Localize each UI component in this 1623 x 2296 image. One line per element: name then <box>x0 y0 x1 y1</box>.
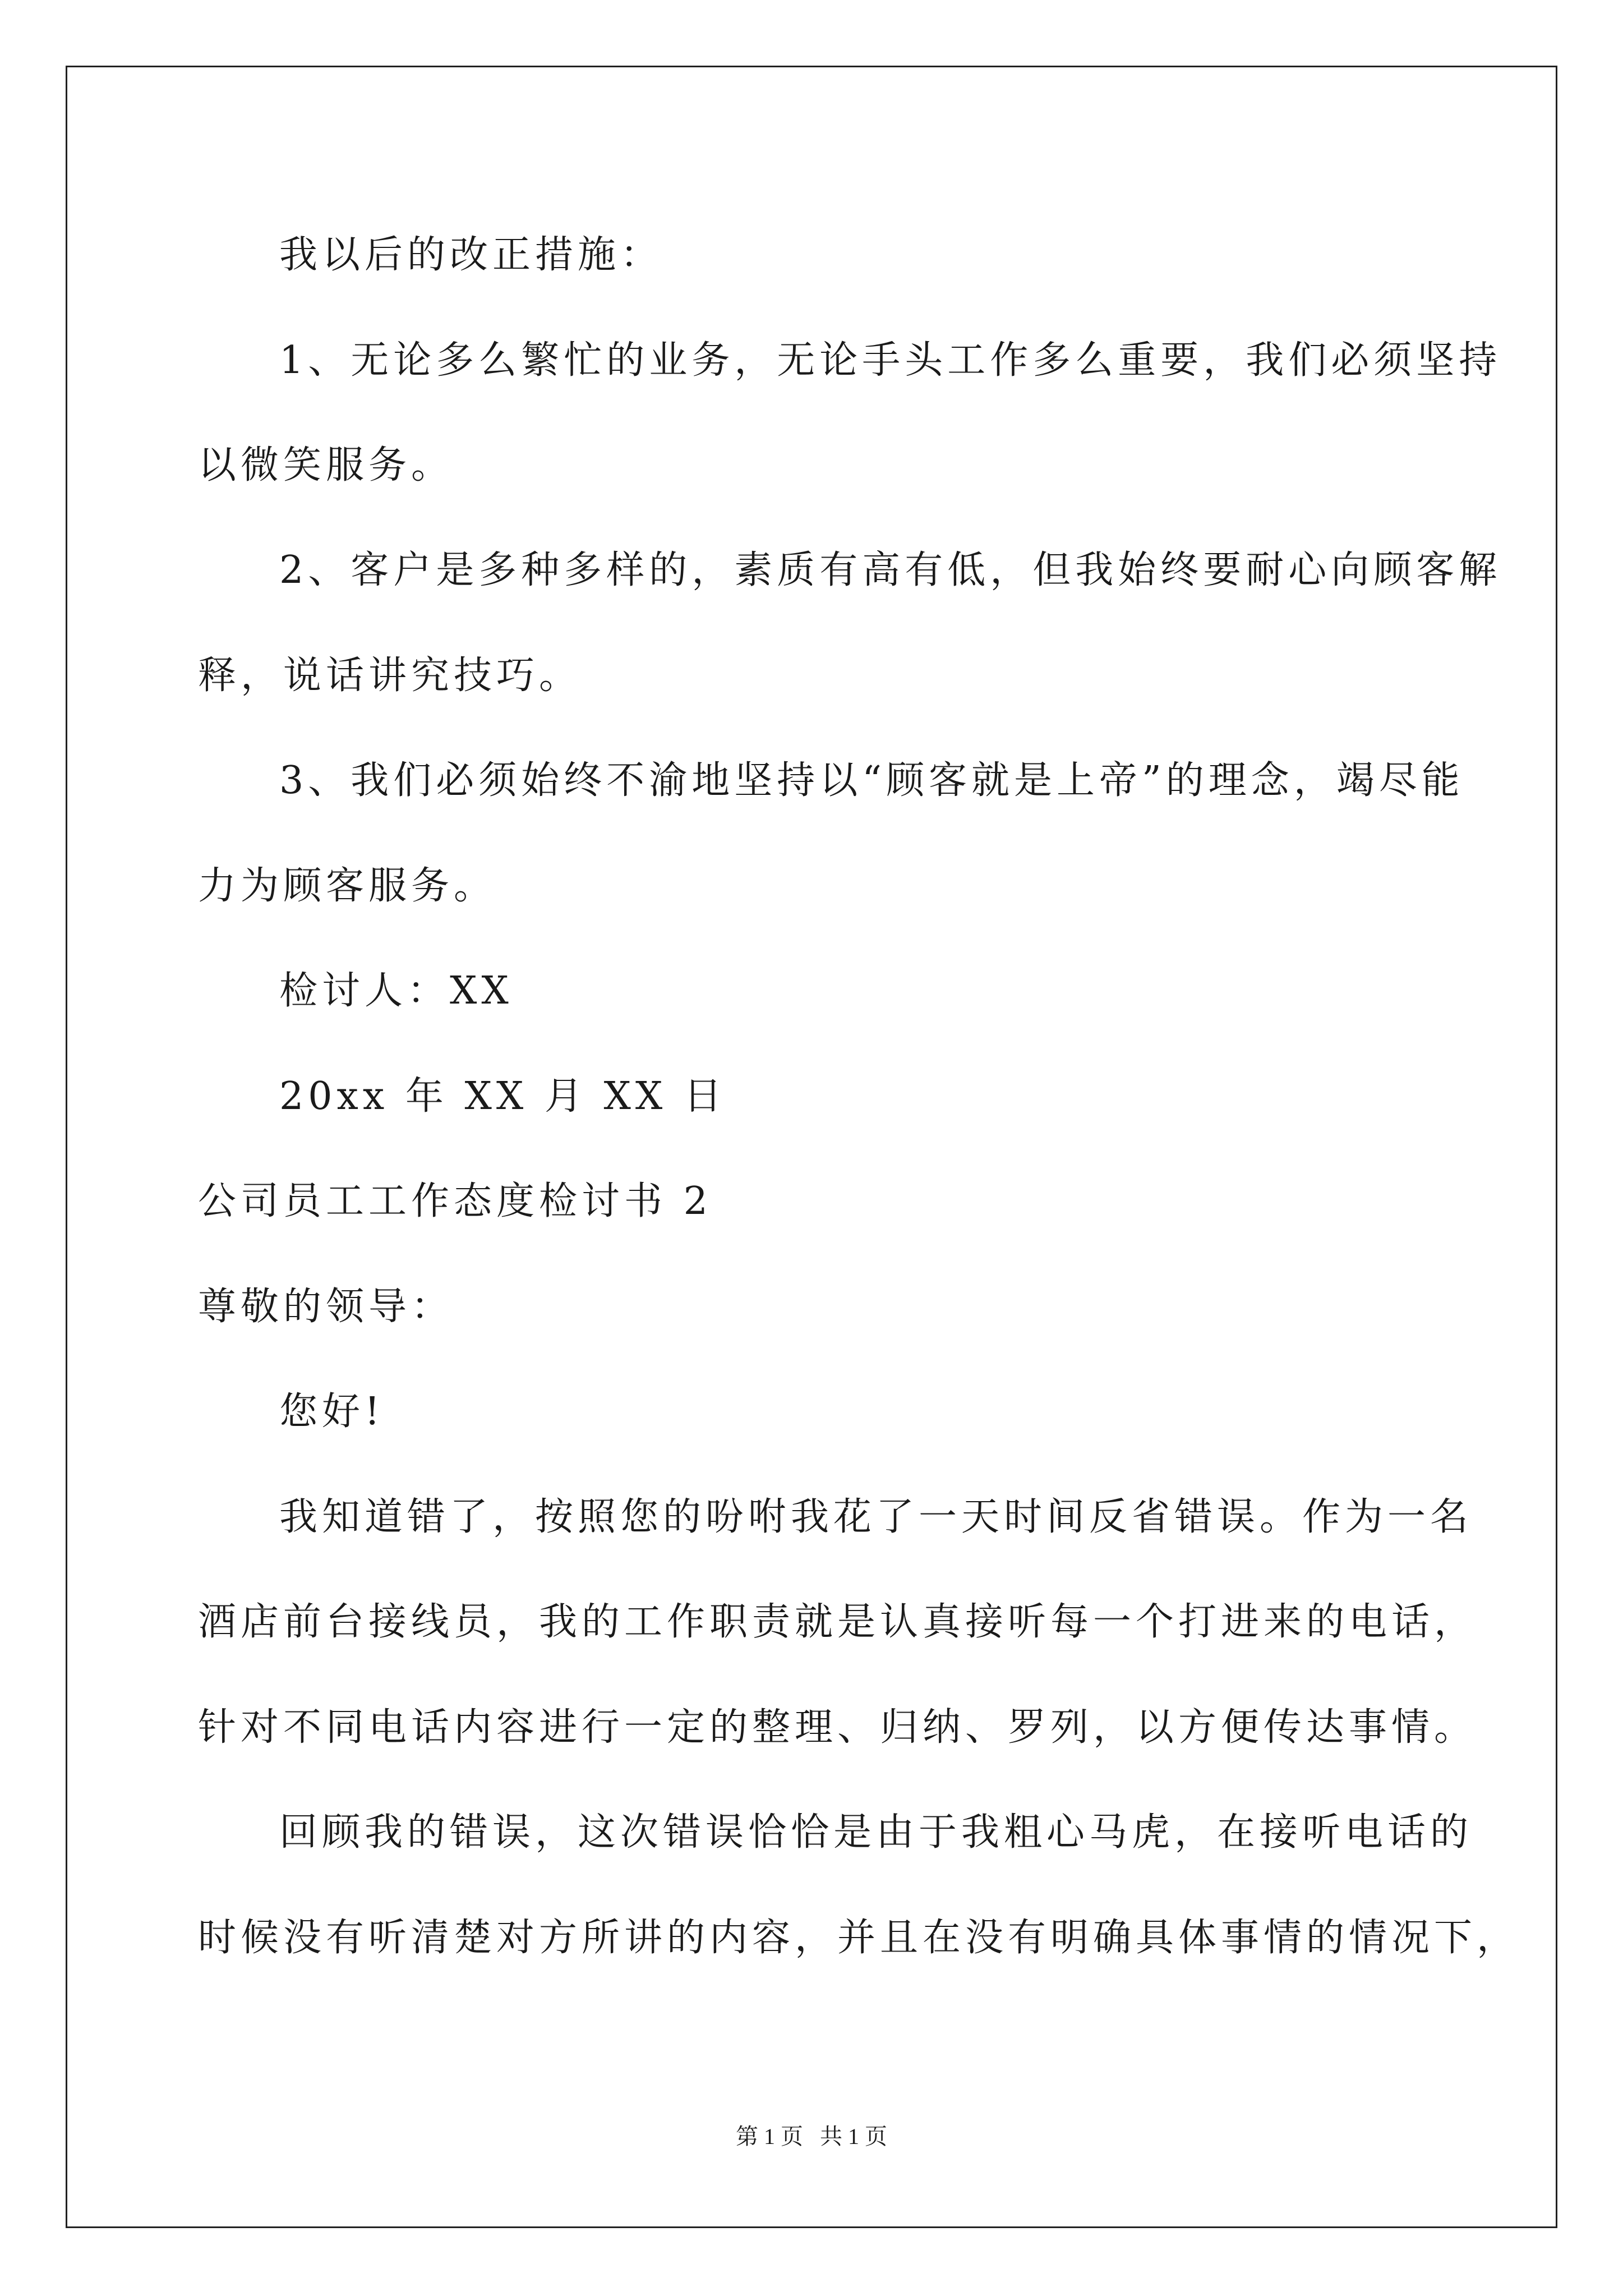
page-number-current: 第 1 页 <box>736 2124 803 2149</box>
paragraph-line: 2、客户是多种多样的，素质有高有低，但我始终要耐心向顾客解 <box>279 548 1502 592</box>
signer-line: 检讨人：XX <box>279 969 513 1013</box>
paragraph-line: 3、我们必须始终不渝地坚持以“顾客就是上帝”的理念，竭尽能 <box>279 758 1464 803</box>
greeting: 您好! <box>279 1389 385 1434</box>
paragraph-line: 酒店前台接线员，我的工作职责就是认真接听每一个打进来的电话， <box>198 1600 1477 1644</box>
paragraph-line: 我以后的改正措施： <box>279 233 663 277</box>
salutation: 尊敬的领导： <box>198 1285 454 1329</box>
section-title: 公司员工工作态度检讨书 2 <box>198 1179 712 1223</box>
paragraph-line: 力为顾客服务。 <box>198 864 497 908</box>
paragraph-line: 时候没有听清楚对方所讲的内容，并且在没有明确具体事情的情况下， <box>198 1916 1520 1960</box>
paragraph-line: 我知道错了，按照您的吩咐我花了一天时间反省错误。作为一名 <box>279 1495 1473 1539</box>
page-number-total: 共 1 页 <box>820 2124 887 2149</box>
paragraph-line: 回顾我的错误，这次错误恰恰是由于我粗心马虎，在接听电话的 <box>279 1810 1473 1855</box>
date-line: 20xx 年 XX 月 XX 日 <box>279 1074 726 1119</box>
paragraph-line: 以微笑服务。 <box>198 443 454 487</box>
page-footer <box>0 2123 1623 2151</box>
paragraph-line: 释，说话讲究技巧。 <box>198 654 582 698</box>
paragraph-line: 1、无论多么繁忙的业务，无论手头工作多么重要，我们必须坚持 <box>279 338 1502 383</box>
page-border <box>66 66 1557 2228</box>
paragraph-line: 针对不同电话内容进行一定的整理、归纳、罗列，以方便传达事情。 <box>198 1705 1477 1750</box>
